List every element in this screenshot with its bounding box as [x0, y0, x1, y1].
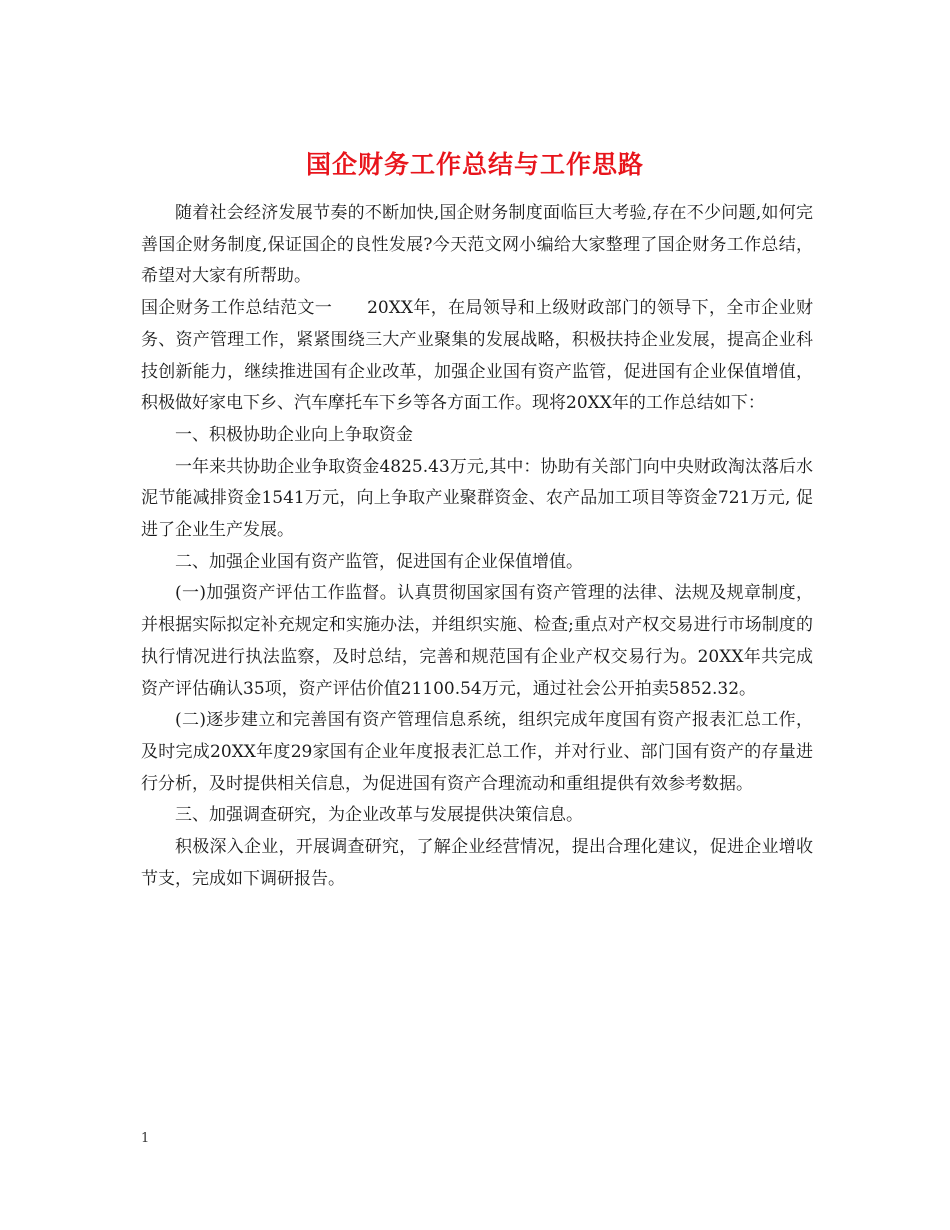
paragraph-subsection-1: (一)加强资产评估工作监督。认真贯彻国家国有资产管理的法律、法规及规章制度，并根据实际拟定补充规定和实施办法，并组织实施、检查;重点对产权交易进行市场制度的执行情况进行执法监察，及时总结，完善和规范国有企业产权交易行为。20XX年共完成资产评估确认35项，资产评估价值21100.54万元，通过社会公开拍卖5852.32。 [141, 583, 813, 699]
paragraph-section-3: 积极深入企业，开展调查研究，了解企业经营情况，提出合理化建议，促进企业增收节支，完成如下调研报告。 [141, 837, 813, 889]
document-title: 国企财务工作总结与工作思路 [305, 149, 644, 179]
paragraph-intro: 随着社会经济发展节奏的不断加快,国企财务制度面临巨大考验,存在不少问题,如何完善国企财务制度,保证国企的良性发展?今天范文网小编给大家整理了国企财务工作总结，希望对大家有所帮助。 [141, 203, 813, 287]
page-number: 1 [141, 1131, 150, 1146]
section-heading-1: 一、积极协助企业向上争取资金 [175, 424, 413, 445]
document-body [141, 198, 813, 895]
section-heading-2: 二、加强企业国有资产监管，促进国有企业保值增值。 [175, 551, 583, 572]
paragraph-subsection-2: (二)逐步建立和完善国有资产管理信息系统，组织完成年度国有资产报表汇总工作，及时完成20XX年度29家国有企业年度报表汇总工作，并对行业、部门国有资产的存量进行分析，及时提供相关信息，为促进国有资产合理流动和重组提供有效参考数据。 [141, 710, 813, 794]
paragraph-section-1: 一年来共协助企业争取资金4825.43万元,其中：协助有关部门向中央财政淘汰落后水泥节能减排资金1541万元，向上争取产业聚群资金、农产品加工项目等资金721万元, 促进了企业生产发展。 [141, 456, 813, 541]
section-heading-3: 三、加强调查研究，为企业改革与发展提供决策信息。 [175, 805, 583, 826]
paragraph-summary-intro: 国企财务工作总结范文一 20XX年，在局领导和上级财政部门的领导下，全市企业财务、资产管理工作，紧紧围绕三大产业聚集的发展战略，积极扶持企业发展，提高企业科技创新能力，继续推进国有企业改革，加强企业国有资产监管，促进国有企业保值增值，积极做好家电下乡、汽车摩托车下乡等各方面工作。现将20XX年的工作总结如下： [141, 298, 813, 414]
